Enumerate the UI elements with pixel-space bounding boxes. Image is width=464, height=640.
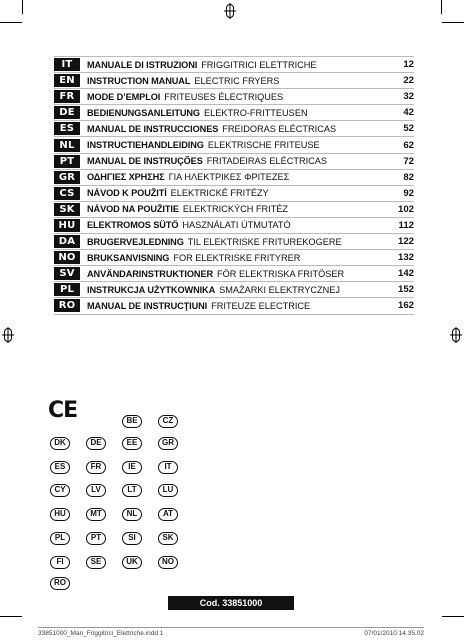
manual-title: INSTRUKCJA UŻYTKOWNIKA	[87, 284, 216, 295]
toc-row	[54, 266, 414, 282]
country-badge: FR	[86, 461, 106, 474]
toc-title	[87, 108, 380, 118]
toc-row	[54, 56, 414, 73]
toc-row	[54, 121, 414, 137]
crop-mark	[22, 0, 23, 14]
manual-title: ΟΔΗΓΙΕΣ ΧΡΗΣΗΣ	[87, 172, 165, 183]
country-badge: HU	[50, 508, 70, 521]
country-badge: FI	[50, 556, 70, 569]
language-code: GR	[54, 171, 80, 184]
toc-title	[87, 253, 380, 263]
manual-subtitle: ELEKTRICKÝCH FRITÉZ	[182, 204, 289, 215]
language-code: NL	[54, 139, 80, 152]
toc-row	[54, 73, 414, 89]
crop-mark	[441, 0, 442, 14]
manual-title: ANVÄNDARINSTRUKTIONER	[87, 268, 214, 279]
language-code: PT	[54, 155, 80, 168]
toc-row	[54, 89, 414, 105]
country-badge: SK	[158, 532, 178, 545]
manual-subtitle: ELECTRIC FRYERS	[194, 75, 280, 86]
crop-mark	[0, 616, 22, 617]
footer-file: 33851000_Man_Friggitrici_Elettriche.indd 1	[38, 630, 164, 637]
country-badge: PL	[50, 532, 70, 545]
crop-mark	[442, 616, 464, 617]
country-badge: EE	[122, 437, 142, 450]
language-code: PL	[54, 283, 80, 296]
country-badge: SE	[86, 556, 106, 569]
country-badge: IT	[158, 461, 178, 474]
country-badge: AT	[158, 508, 178, 521]
page-number: 42	[403, 107, 414, 119]
print-footer	[38, 627, 424, 637]
page-number: 72	[403, 155, 414, 167]
toc-title	[87, 172, 380, 182]
manual-subtitle: TIL ELEKTRISKE FRITUREKOGERE	[187, 236, 342, 247]
page-number: 92	[403, 187, 414, 199]
manual-title: BRUKSANVISNING	[87, 252, 170, 263]
table-of-contents	[54, 56, 414, 315]
manual-subtitle: FRITADEIRAS ELÉCTRICAS	[206, 156, 328, 167]
page-number: 152	[397, 284, 414, 296]
country-badge: NL	[122, 508, 142, 521]
country-badge: LU	[158, 484, 178, 497]
toc-title	[87, 156, 380, 166]
toc-row	[54, 282, 414, 298]
page-number: 102	[397, 203, 414, 215]
toc-row	[54, 137, 414, 153]
manual-title: ELEKTROMOS SÜTŐ	[87, 220, 179, 231]
manual-title: MANUALE DI ISTRUZIONI	[87, 59, 198, 70]
manual-subtitle: HASZNÁLATI ÚTMUTATÓ	[182, 220, 291, 231]
manual-title: INSTRUCTIEHANDLEIDING	[87, 140, 204, 151]
page-number: 32	[403, 91, 414, 103]
toc-title	[87, 285, 380, 295]
language-code: CS	[54, 187, 80, 200]
product-code: Cod. 33851000	[168, 596, 294, 610]
country-badge: CY	[50, 484, 70, 497]
manual-subtitle: FRITEUZE ELECTRICE	[211, 300, 311, 311]
manual-subtitle: ΓΙΑ ΗΛΕΚΤΡΙΚΕΣ ΦΡΙΤΕΖΕΣ	[168, 172, 290, 183]
language-code: ES	[54, 122, 80, 135]
country-badge: LV	[86, 484, 106, 497]
page-number: 122	[397, 236, 414, 248]
country-badge: SI	[122, 532, 142, 545]
manual-subtitle: ELEKTRISCHE FRITEUSE	[207, 140, 320, 151]
manual-title: MANUAL DE INSTRUCŢIUNI	[87, 300, 208, 311]
country-badge: GR	[158, 437, 178, 450]
toc-title	[87, 188, 380, 198]
toc-title	[87, 204, 380, 214]
page-number: 12	[403, 59, 414, 71]
language-code: SV	[54, 267, 80, 280]
page-number: 52	[403, 123, 414, 135]
country-badge: LT	[122, 484, 142, 497]
registration-mark-icon	[226, 4, 234, 18]
toc-title	[87, 301, 380, 311]
manual-subtitle: SMAŻARKI ELEKTRYCZNEJ	[219, 284, 340, 295]
registration-mark-icon	[4, 328, 12, 342]
manual-subtitle: FÖR ELEKTRISKA FRITÖSER	[217, 268, 345, 279]
language-code: DE	[54, 106, 80, 119]
toc-row	[54, 250, 414, 266]
toc-title	[87, 60, 380, 70]
manual-title: MANUAL DE INSTRUÇÕES	[87, 156, 203, 167]
country-badge: DE	[86, 437, 106, 450]
page-number: 62	[403, 139, 414, 151]
language-code: NO	[54, 251, 80, 264]
toc-title	[87, 92, 380, 102]
toc-row	[54, 218, 414, 234]
toc-row	[54, 154, 414, 170]
country-badge: MT	[86, 508, 106, 521]
manual-subtitle: FOR ELEKTRISKE FRITYRER	[173, 252, 301, 263]
language-code: RO	[54, 299, 80, 312]
toc-title	[87, 269, 380, 279]
language-code: HU	[54, 219, 80, 232]
toc-title	[87, 220, 380, 230]
toc-title	[87, 237, 380, 247]
registration-mark-icon	[452, 328, 460, 342]
page-number: 82	[403, 171, 414, 183]
footer-date: 07/01/2010 14.35.02	[364, 630, 424, 637]
crop-mark	[0, 22, 22, 23]
manual-title: BRUGERVEJLEDNING	[87, 236, 184, 247]
toc-row	[54, 105, 414, 121]
manual-title: NÁVOD NA POUŽITIE	[87, 204, 179, 215]
manual-subtitle: ELEKTRO-FRITTEUSEN	[203, 107, 308, 118]
page-number: 142	[397, 268, 414, 280]
manual-subtitle: FREIDORAS ELÉCTRICAS	[222, 123, 337, 134]
page-number: 112	[398, 219, 414, 231]
manual-title: MANUAL DE INSTRUCCIONES	[87, 123, 219, 134]
manual-title: MODE D’EMPLOI	[87, 91, 161, 102]
language-code: DA	[54, 235, 80, 248]
language-code: FR	[54, 90, 80, 103]
country-badge: CZ	[158, 415, 178, 428]
toc-row	[54, 234, 414, 250]
country-badge: PT	[86, 532, 106, 545]
crop-mark	[442, 22, 464, 23]
country-badge: BE	[122, 415, 142, 428]
country-badge: UK	[122, 556, 142, 569]
manual-title: NÁVOD K POUŽITÍ	[87, 188, 167, 199]
toc-title	[87, 124, 380, 134]
toc-title	[87, 140, 380, 150]
toc-title	[87, 76, 380, 86]
page-number: 22	[403, 75, 414, 87]
country-badge: IE	[122, 461, 142, 474]
manual-title: BEDIENUNGSANLEITUNG	[87, 107, 200, 118]
country-badge: NO	[158, 556, 178, 569]
country-badge: DK	[50, 437, 70, 450]
country-badge: ES	[50, 461, 70, 474]
language-code: SK	[54, 203, 80, 216]
toc-row	[54, 202, 414, 218]
country-badge: RO	[50, 577, 70, 590]
manual-subtitle: FRITEUSES ÉLECTRIQUES	[164, 91, 284, 102]
ce-mark-icon: CE	[48, 398, 78, 423]
language-code: IT	[54, 58, 80, 71]
language-code: EN	[54, 74, 80, 87]
toc-row	[54, 186, 414, 202]
manual-title: INSTRUCTION MANUAL	[87, 75, 191, 86]
page-number: 132	[397, 252, 414, 264]
toc-row	[54, 298, 414, 314]
manual-subtitle: ELEKTRICKÉ FRITÉZY	[170, 188, 269, 199]
toc-row	[54, 170, 414, 186]
manual-subtitle: FRIGGITRICI ELETTRICHE	[201, 59, 317, 70]
page-number: 162	[397, 300, 414, 312]
